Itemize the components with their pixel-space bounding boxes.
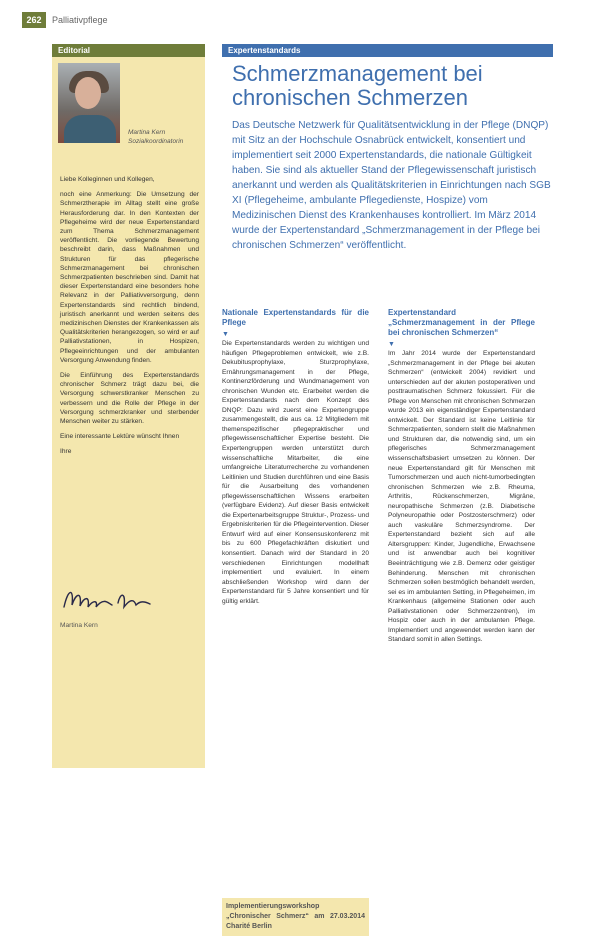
caption-role: Sozialkoordinatorin bbox=[128, 138, 184, 145]
arrow-down-icon: ▼ bbox=[388, 341, 395, 348]
editorial-sidebar bbox=[52, 44, 205, 768]
salutation: Liebe Kolleginnen und Kollegen, bbox=[60, 176, 155, 183]
portrait-caption bbox=[128, 128, 202, 146]
title-line-1: Schmerzmanagement bei bbox=[232, 61, 483, 86]
title-line-2: chronischen Schmerzen bbox=[232, 85, 469, 110]
portrait-body bbox=[64, 115, 116, 143]
editorial-paragraph: Eine interessante Lektüre wünscht Ihnen bbox=[60, 433, 180, 441]
portrait-face bbox=[75, 77, 101, 109]
column-heading: Expertenstandard „Schmerzmanagement in der Pflege bei chronischen Schmerzen“ bbox=[388, 308, 535, 337]
caption-name: Martina Kern bbox=[128, 129, 166, 136]
main-article bbox=[222, 44, 553, 930]
section-title: Palliativpflege bbox=[52, 15, 108, 25]
handwritten-signature bbox=[60, 579, 160, 619]
arrow-down-icon: ▼ bbox=[222, 331, 229, 338]
editorial-paragraph: noch eine Anmerkung: Die Umsetzung der Schmerztherapie im Alltag stellt eine große Herausforderung dar. In den Kontexten der Pflegeheime wird der neue Expertenstandard zum Thema Schmerzmanagement veröffentlicht. Die vorliegende Bewertung beschreibt darin, dass Maßnahmen und Strukturen für das pflegerische Schmerzmanagement bei chronischen Schmerzpatienten beschrieben sind. Damit hat dieser Expertenstandard eine besonders hohe Relevanz in der Palliativversorgung, denn Expertenstandards sind rechtlich bindend, juristisch anerkannt und werden seitens des medizinischen Dienstes der Krankenkassen als Qualitätskriterien herangezogen, so wird er auf Palliativstationen, in Hospizen, Pflegeeinrichtungen und der ambulanten Versorgung Anwendung finden. bbox=[60, 191, 199, 364]
info-box: Implementierungsworkshop „Chronischer Schmerz“ am 27.03.2014 Charité Berlin bbox=[222, 898, 369, 936]
column-heading: Nationale Expertenstandards für die Pflege bbox=[222, 308, 369, 327]
page-header bbox=[22, 12, 582, 28]
editorial-paragraph: Die Einführung des Expertenstandards chronischer Schmerz trägt dazu bei, die Versorgung schwerstkranker Menschen zu verbessern und die Rolle der Pflege in der Versorgung schmerzkranker und sterbender Menschen weiter zu stärken. bbox=[60, 372, 199, 426]
editorial-tab: Editorial bbox=[52, 44, 205, 57]
article-lead: Das Deutsche Netzwerk für Qualitätsentwicklung in der Pflege (DNQP) mit Sitz an der Hochschule Osnabrück entwickelt, konsentiert und implementiert seit 2000 Expertenstandards, die nationale Gültigkeit haben. Sie sind als aktueller Stand der Pflegewissenschaft juristisch anerkannt und werden als Qualitätskriterien in Einrichtungen nach SGB XI (Pflegeheime, ambulante Pflegedienste, Hospize) vom Medizinischen Dienst des Krankenhauses kontrolliert. Im März 2014 wurde der Expertenstandard „Schmerzmanagement in der Pflege bei chronischen Schmerzen“ veröffentlicht. bbox=[232, 120, 551, 251]
author-portrait bbox=[58, 63, 120, 143]
signature-name: Martina Kern bbox=[60, 622, 98, 629]
column-text: Im Jahr 2014 wurde der Expertenstandard „Schmerzmanagement in der Pflege bei akuten Schmerzen“ (entwickelt 2004) revidiert und unterschieden auf der akuten postoperativen und posttraumatischen Schmerz fokussiert. Für die Pflege von Menschen mit chronischen Schmerzen wurde 2013 ein eigenständiger Expertenstandard entwickelt. Der Standard ist keine Leitlinie für Schmerzpatienten, sondern stellt die Maßnahmen und Strukturen dar, die notwendig sind, um ein pflegerisches Schmerzmanagement wissenschaftsbasiert umsetzen zu können. Der neue Expertenstandard gilt für Menschen mit Tumorschmerzen und auch nicht-tumorbedingten chronischen Schmerzen wie z.B. Rheuma, Arthritis, Rückenschmerzen, Migräne, neuropathische Schmerzen (z.B. Diabetische Polyneuropathie oder Postzosterschmerz) oder auch vaskuläre Schmerzsyndrome. Der Expertenstandard bezieht sich auf alle Altersgruppen: Kinder, Jugendliche, Erwachsene und ist anwendbar auch bei kognitiver Beeinträchtigung wie z.B. Demenz oder geistiger Behinderung. Menschen mit chronischen Schmerzen sollen bestmöglich behandelt werden, sei es im ambulanten Setting, in Pflegeheimen, im Krankenhaus (allgemeine Stationen oder auch Palliativstationen oder Schmerzzentren), im Hospiz oder auch in der ambulanten Pflege. Implementiert und angewendet werden kann der Standard somit in allen Settings. bbox=[388, 350, 535, 644]
column-text: Die Expertenstandards werden zu wichtigen und häufigen Pflegeproblemen entwickelt, wie z.B. Dekubitusprophylaxe, Sturzprophylaxe, Ernährungsmanagement in der Pflege, Kontinenzförderung und Wundmanagement von chronischen Wunden etc. Erarbeitet werden die Expertenstandards nach dem Konzept des DNQP: Dazu wird zuerst eine Expertengruppe zusammengestellt, die aus ca. 12 Mitgliedern mit themenspezifischer pflegepraktischer und pflegewissenschaftlicher Expertise besteht. Die Expertengruppen werden unterstützt durch wissenschaftliche Mitarbeiter, die eine umfangreiche Literaturrecherche zu vorhandenen Leitlinien und Studien durchführen und eine Basis für die Ausarbeitung des vorhandenen pflegewissenschaftlichen Wissens erarbeiten (verfügbare Evidenz). Auf dieser Basis entwickelt die Expertenarbeitsgruppe Struktur-, Prozess- und Ergebniskriterien für die Pflegeintervention. Dieser Entwurf wird auf einer Konsensuskonferenz mit bis zu 600 Pflegefachkräften diskutiert und konsentiert. Danach wird der Standard in 20 verschiedenen Einrichtungen modellhaft implementiert und evaluiert. In einem abschließenden Workshop wird dann der Expertenstandard für 5 Jahre konsentiert und für gültig erklärt. bbox=[222, 340, 369, 605]
article-tab: Expertenstandards bbox=[222, 44, 553, 57]
article-title bbox=[232, 62, 553, 110]
editorial-paragraph: Ihre bbox=[60, 448, 72, 456]
page-number: 262 bbox=[22, 12, 46, 28]
column-left bbox=[222, 308, 369, 930]
column-right bbox=[388, 308, 535, 645]
editorial-text bbox=[60, 175, 199, 463]
